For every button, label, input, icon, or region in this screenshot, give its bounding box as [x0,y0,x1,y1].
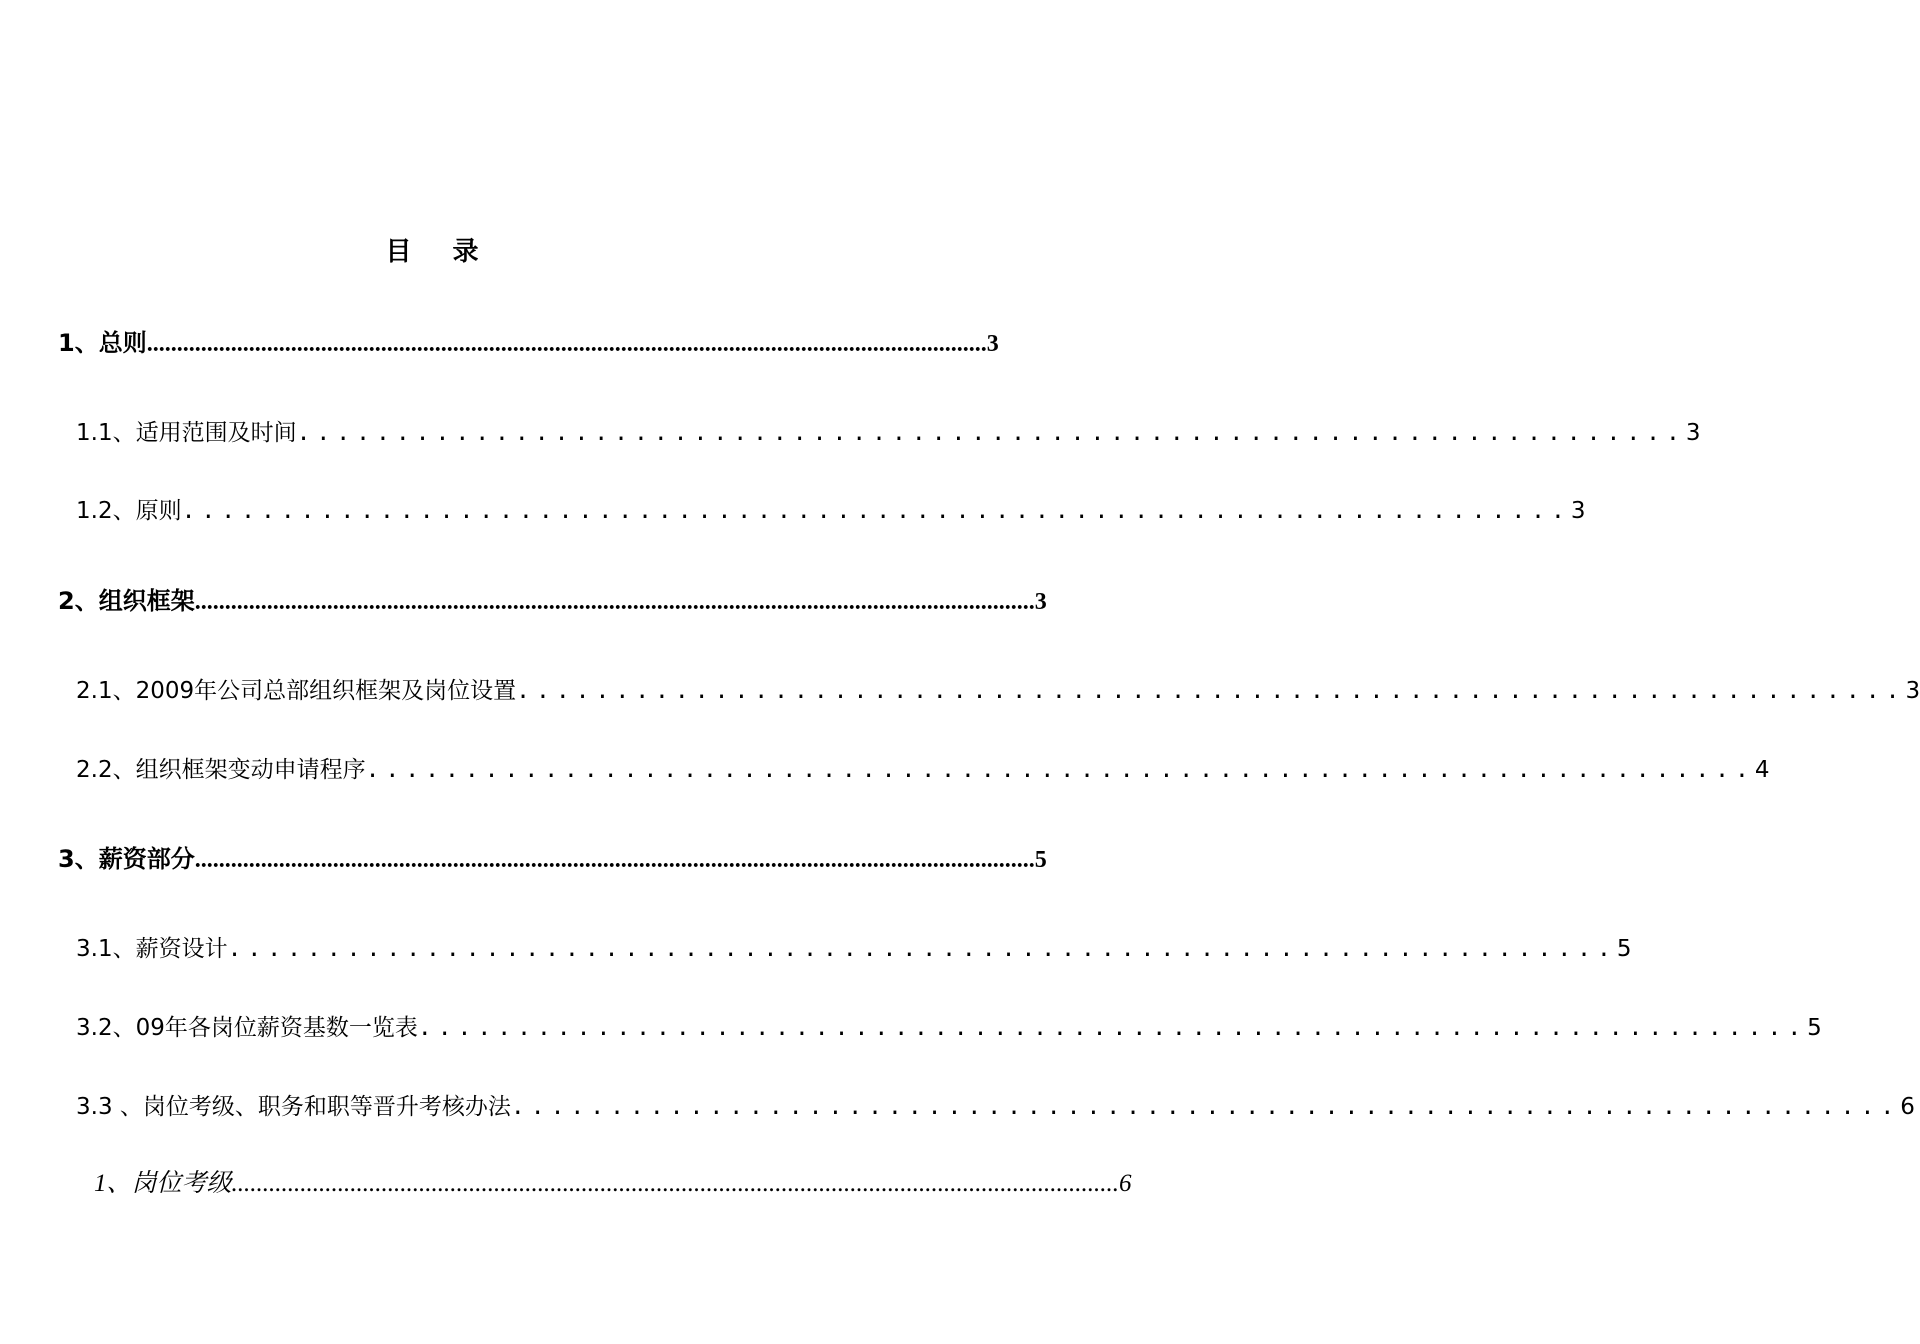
toc-entry-label: 1.2、原则 [76,498,182,524]
toc-entry-page: 3 [1905,678,1920,704]
toc-entry-label: 2.2、组织框架变动申请程序 [76,757,366,783]
toc-entry-page: 6 [1900,1094,1915,1120]
toc-entry-3[interactable] [58,841,1047,878]
toc-entry-page: 3 [1685,420,1701,446]
toc-entry-1[interactable] [58,325,999,362]
dot-leader: .............................................................................................................................................. [231,1170,1120,1197]
toc-entry-1-1[interactable] [76,416,1701,450]
toc-entry-label: 3.1、薪资设计 [76,936,228,962]
toc-entry-page: 5 [1807,1015,1822,1041]
toc-entry-3-3-1[interactable] [94,1166,1132,1202]
toc-entry-label: 1、岗位考级 [94,1170,232,1197]
toc-entry-page: 4 [1754,757,1770,783]
dot-leader: ...................................................................... [181,498,1571,524]
dot-leader: ...................................................................... [516,678,1906,704]
toc-entry-page: 3 [986,331,999,357]
dot-leader: ...................................................................... [365,757,1755,783]
dot-leader: ...................................................................... [417,1015,1808,1041]
toc-entry-label: 3.2、09年各岗位薪资基数一览表 [76,1015,418,1041]
toc-entry-1-2[interactable] [76,494,1586,528]
toc-entry-page: 5 [1034,847,1047,873]
toc-entry-label: 1、总则 [58,329,147,357]
toc-entry-2[interactable] [58,583,1047,620]
toc-title: 目 录 [385,237,495,267]
toc-entry-2-2[interactable] [76,753,1770,787]
dot-leader: ............................................................................................................................................ [194,847,1035,873]
dot-leader: ...................................................................... [510,1094,1901,1120]
dot-leader: ...................................................................... [296,420,1686,446]
toc-entry-label: 2、组织框架 [58,587,195,615]
toc-entry-label: 1.1、适用范围及时间 [76,420,297,446]
toc-entry-3-3[interactable] [76,1090,1915,1124]
toc-entry-label: 2.1、2009年公司总部组织框架及岗位设置 [76,678,517,704]
toc-entry-2-1[interactable] [76,674,1920,708]
toc-entry-page: 6 [1119,1170,1132,1197]
toc-entry-3-2[interactable] [76,1011,1822,1045]
toc-entry-page: 5 [1616,936,1632,962]
toc-entry-3-1[interactable] [76,932,1632,966]
toc-entry-label: 3.3 、岗位考级、职务和职等晋升考核办法 [76,1094,511,1120]
dot-leader: ............................................................................................................................................ [194,589,1035,615]
dot-leader: ...................................................................... [227,936,1617,962]
dot-leader: ............................................................................................................................................ [146,331,987,357]
toc-entry-page: 3 [1034,589,1047,615]
toc-entry-page: 3 [1570,498,1586,524]
toc-entry-label: 3、薪资部分 [58,845,195,873]
